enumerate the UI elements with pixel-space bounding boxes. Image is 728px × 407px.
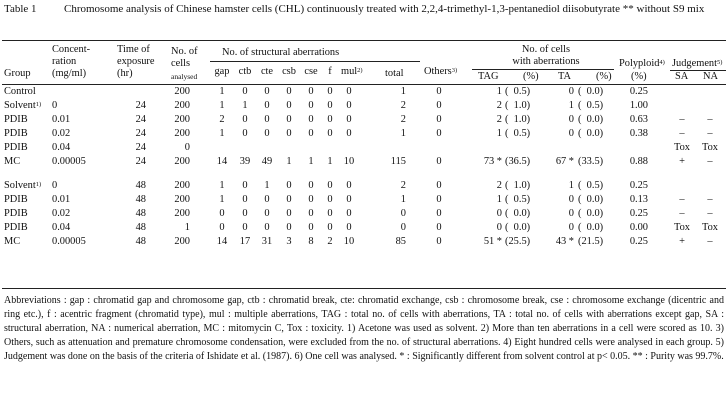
cell-poly: 0.00 <box>629 222 648 233</box>
cell-csb: 0 <box>286 100 292 111</box>
cell-mul: 0 <box>346 86 352 97</box>
cell-cte: 1 <box>264 180 270 191</box>
cell-conc: 0 <box>52 180 58 191</box>
header-no-3: analysed <box>171 72 198 81</box>
cell-tag: 51 * <box>483 236 502 247</box>
cell-group-text: PDIB <box>4 128 28 139</box>
cell-cse: 0 <box>308 194 314 205</box>
cell-csb: 0 <box>286 180 292 191</box>
cell-mul: 0 <box>346 100 352 111</box>
cell-tagp: ( 0.5) <box>505 194 531 205</box>
header-ctb: ctb <box>238 66 252 77</box>
cell-csb: 0 <box>286 194 292 205</box>
cell-tag: 0 <box>496 208 502 219</box>
cell-conc: 0.01 <box>52 114 71 125</box>
table-number: Table 1 <box>4 3 37 15</box>
table-title: Chromosome analysis of Chinese hamster cells (CHL) continuously treated with 2,2,4-trimethyl-1,3-pentanediol diisobutyrate ** without S9 mix <box>64 3 705 15</box>
cell-n: 200 <box>174 208 190 219</box>
cell-others: 0 <box>436 100 442 111</box>
cell-others: 0 <box>436 156 442 167</box>
cell-total: 2 <box>400 100 406 111</box>
cell-n: 200 <box>174 114 190 125</box>
cell-ctb: 1 <box>242 100 248 111</box>
header-cells-rule <box>472 69 614 70</box>
cell-sa: – <box>679 208 685 219</box>
cell-time: 24 <box>135 128 146 139</box>
cell-gap: 1 <box>219 86 225 97</box>
cell-tap: (33.5) <box>578 156 604 167</box>
cell-conc: 0.04 <box>52 142 71 153</box>
cell-tag: 2 <box>496 180 502 191</box>
cell-group-text: PDIB <box>4 222 28 233</box>
cell-tap: ( 0.0) <box>578 86 604 97</box>
cell-tap: ( 0.0) <box>578 222 604 233</box>
header-structural-rule <box>210 61 420 62</box>
cell-poly: 0.88 <box>629 156 648 167</box>
cell-poly: 0.63 <box>629 114 648 125</box>
cell-ta: 0 <box>568 86 574 97</box>
cell-na: Tox <box>701 222 718 233</box>
header-time-1: Time of <box>117 44 150 55</box>
cell-n: 200 <box>174 86 190 97</box>
cell-mul: 0 <box>346 222 352 233</box>
cell-tagp: ( 0.5) <box>505 86 531 97</box>
cell-tap: ( 0.0) <box>578 208 604 219</box>
cell-ta: 0 <box>568 128 574 139</box>
cell-tag: 2 <box>496 114 502 125</box>
cell-group <box>4 236 20 248</box>
cell-ta: 67 * <box>555 156 574 167</box>
cell-total: 1 <box>400 128 406 139</box>
cell-mul: 0 <box>346 128 352 139</box>
cell-others: 0 <box>436 236 442 247</box>
cell-tag: 0 <box>496 222 502 233</box>
cell-poly: 0.25 <box>629 86 648 97</box>
cell-group-text: Control <box>4 86 36 97</box>
cell-time: 48 <box>135 236 146 247</box>
cell-tagp: (36.5) <box>505 156 531 167</box>
cell-cte: 0 <box>264 100 270 111</box>
cell-total: 0 <box>400 222 406 233</box>
cell-cte: 31 <box>261 236 273 247</box>
cell-cse: 0 <box>308 128 314 139</box>
header-conc-1: Concent- <box>52 44 91 55</box>
cell-f: 0 <box>327 180 333 191</box>
cell-ta: 0 <box>568 208 574 219</box>
header-csb: csb <box>282 66 296 77</box>
cell-group <box>4 114 28 126</box>
top-rule <box>2 40 726 41</box>
cell-csb: 1 <box>286 156 292 167</box>
header-group: Group <box>4 68 31 79</box>
cell-na: – <box>707 236 713 247</box>
cell-tap: ( 0.5) <box>578 180 604 191</box>
cell-cte: 0 <box>264 208 270 219</box>
header-na: NA <box>703 71 719 82</box>
cell-cse: 0 <box>308 86 314 97</box>
cell-poly: 0.25 <box>629 236 648 247</box>
cell-total: 2 <box>400 114 406 125</box>
cell-gap: 14 <box>216 236 228 247</box>
cell-poly: 0.38 <box>629 128 648 139</box>
cell-time: 48 <box>135 194 146 205</box>
cell-ta: 0 <box>568 114 574 125</box>
cell-group <box>4 100 41 112</box>
cell-conc: 0 <box>52 100 58 111</box>
cell-na: – <box>707 156 713 167</box>
cell-na: – <box>707 128 713 139</box>
cell-mul: 0 <box>346 208 352 219</box>
cell-group-footnote-ref: 1) <box>35 101 42 108</box>
cell-mul: 0 <box>346 194 352 205</box>
cell-others: 0 <box>436 128 442 139</box>
footnote: Abbreviations : gap : chromatid gap and chromosome gap, ctb : chromatid break, cte: chromatid exchange, csb : chromosome break, cse : chromosome exchange (dicentric and ring etc.), f : acentric fragment (chromatid type), mul : multiple aberrations, TAG : total no. of cells with aberrations, TA : total no. of cells with aberrations except gap, SA : structural aberration, NA : numerical aberration, MC : mitomycin C, Tox : toxicity. 1) Acetone was used as solvent. 2) More than ten aberrations in a cell were scored as 10. 3) Others, such as attenuation and premature chromosome condensation, were excluded from the no. of structural aberrations. 4) Eight hundred cells were analysed in each group. 5) Judgement was done on the basis of the criteria of Ishidate et al. (1987). 6) One cell was analysed. * : Significantly different from solvent control at p< 0.05. ** : Purity was 99.7%. <box>4 295 724 362</box>
header-judgement: Judgement$^{5)}$ <box>672 58 723 69</box>
cell-poly: 0.25 <box>629 208 648 219</box>
cell-sa: – <box>679 194 685 205</box>
cell-mul: 0 <box>346 114 352 125</box>
cell-others: 0 <box>436 208 442 219</box>
cell-time: 48 <box>135 208 146 219</box>
cell-conc: 0.00005 <box>52 156 86 167</box>
header-time-3: (hr) <box>117 68 133 79</box>
cell-group <box>4 142 28 154</box>
cell-f: 0 <box>327 222 333 233</box>
cell-cse: 1 <box>308 156 314 167</box>
header-structural: No. of structural aberrations <box>222 47 340 58</box>
cell-n: 200 <box>174 194 190 205</box>
cell-na: – <box>707 208 713 219</box>
cell-group <box>4 180 41 192</box>
cell-ctb: 0 <box>242 222 248 233</box>
cell-na: – <box>707 194 713 205</box>
cell-n: 0 <box>184 142 190 153</box>
bottom-rule <box>2 288 726 289</box>
header-total: total <box>385 68 404 79</box>
cell-conc: 0.02 <box>52 128 71 139</box>
cell-total: 85 <box>395 236 406 247</box>
cell-group-text: PDIB <box>4 194 28 205</box>
cell-others: 0 <box>436 114 442 125</box>
cell-tap: ( 0.5) <box>578 100 604 111</box>
cell-tag: 2 <box>496 100 502 111</box>
cell-ctb: 0 <box>242 208 248 219</box>
cell-f: 1 <box>327 156 333 167</box>
cell-sa: – <box>679 114 685 125</box>
cell-cte: 49 <box>261 156 273 167</box>
cell-csb: 0 <box>286 128 292 139</box>
cell-cse: 0 <box>308 222 314 233</box>
cell-group <box>4 156 20 168</box>
cell-sa: Tox <box>673 142 690 153</box>
cell-f: 0 <box>327 114 333 125</box>
header-tag-pct: (%) <box>523 71 539 82</box>
cell-tagp: ( 0.0) <box>505 222 531 233</box>
cell-ctb: 0 <box>242 86 248 97</box>
cell-tag: 1 <box>496 194 502 205</box>
cell-group-text: Solvent <box>4 100 36 111</box>
cell-mul: 0 <box>346 180 352 191</box>
cell-total: 2 <box>400 180 406 191</box>
cell-n: 1 <box>184 222 190 233</box>
cell-time: 24 <box>135 114 146 125</box>
cell-cte: 0 <box>264 194 270 205</box>
cell-ta: 0 <box>568 222 574 233</box>
cell-others: 0 <box>436 194 442 205</box>
cell-tag: 1 <box>496 128 502 139</box>
header-sa: SA <box>675 71 689 82</box>
cell-tag: 1 <box>496 86 502 97</box>
cell-gap: 1 <box>219 128 225 139</box>
cell-group-text: MC <box>4 156 21 167</box>
header-time-2: exposure <box>117 56 155 67</box>
cell-f: 0 <box>327 128 333 139</box>
cell-n: 200 <box>174 100 190 111</box>
header-f: f <box>328 66 332 77</box>
cell-na: Tox <box>701 142 718 153</box>
cell-time: 24 <box>135 156 146 167</box>
cell-ta: 1 <box>568 180 574 191</box>
cell-csb: 0 <box>286 86 292 97</box>
cell-group <box>4 128 28 140</box>
cell-tap: ( 0.0) <box>578 194 604 205</box>
cell-gap: 0 <box>219 222 225 233</box>
cell-tap: ( 0.0) <box>578 114 604 125</box>
header-polyploid: Polyploid$^{4)}$ <box>619 58 665 69</box>
cell-cse: 0 <box>308 100 314 111</box>
cell-conc: 0.04 <box>52 222 71 233</box>
cell-cte: 0 <box>264 114 270 125</box>
cell-n: 200 <box>174 128 190 139</box>
cell-cse: 8 <box>308 236 314 247</box>
cell-tagp: ( 0.0) <box>505 208 531 219</box>
header-cse: cse <box>304 66 318 77</box>
cell-tagp: ( 1.0) <box>505 100 531 111</box>
header-rule <box>2 84 726 85</box>
cell-ctb: 0 <box>242 194 248 205</box>
cell-others: 0 <box>436 86 442 97</box>
cell-group <box>4 194 28 206</box>
cell-tap: ( 0.0) <box>578 128 604 139</box>
cell-poly: 0.25 <box>629 180 648 191</box>
cell-csb: 0 <box>286 208 292 219</box>
cell-cse: 0 <box>308 208 314 219</box>
header-cells-2: with aberrations <box>512 56 580 67</box>
cell-conc: 0.02 <box>52 208 71 219</box>
cell-sa: + <box>679 156 685 167</box>
cell-gap: 1 <box>219 100 225 111</box>
cell-tag: 73 * <box>483 156 502 167</box>
cell-csb: 3 <box>286 236 292 247</box>
cell-ctb: 39 <box>239 156 251 167</box>
cell-tagp: (25.5) <box>505 236 531 247</box>
cell-ctb: 0 <box>242 114 248 125</box>
cell-tagp: ( 1.0) <box>505 114 531 125</box>
cell-n: 200 <box>174 180 190 191</box>
cell-cte: 0 <box>264 128 270 139</box>
cell-sa: – <box>679 128 685 139</box>
cell-csb: 0 <box>286 114 292 125</box>
cell-time: 24 <box>135 100 146 111</box>
cell-group <box>4 208 28 220</box>
cell-gap: 0 <box>219 208 225 219</box>
cell-conc: 0.01 <box>52 194 71 205</box>
header-others: Others$^{3)}$ <box>424 66 458 77</box>
cell-ta: 43 * <box>555 236 574 247</box>
cell-ta: 0 <box>568 194 574 205</box>
cell-group-text: PDIB <box>4 142 28 153</box>
cell-cse: 0 <box>308 180 314 191</box>
cell-csb: 0 <box>286 222 292 233</box>
cell-f: 0 <box>327 86 333 97</box>
cell-group-text: Solvent <box>4 180 36 191</box>
cell-time: 48 <box>135 222 146 233</box>
header-conc-2: ration <box>52 56 77 67</box>
cell-others: 0 <box>436 222 442 233</box>
cell-total: 1 <box>400 194 406 205</box>
cell-mul: 10 <box>343 156 355 167</box>
cell-group <box>4 86 36 98</box>
cell-cte: 0 <box>264 222 270 233</box>
header-ta: TA <box>558 71 572 82</box>
cell-group-footnote-ref: 1) <box>35 181 42 188</box>
cell-na: – <box>707 114 713 125</box>
cell-cse: 0 <box>308 114 314 125</box>
cell-gap: 2 <box>219 114 225 125</box>
header-no-2: cells <box>171 58 191 69</box>
cell-f: 0 <box>327 100 333 111</box>
cell-time: 24 <box>135 142 146 153</box>
cell-ctb: 0 <box>242 180 248 191</box>
cell-total: 1 <box>400 86 406 97</box>
header-gap: gap <box>214 66 230 77</box>
header-polyploid-pct: (%) <box>631 71 647 82</box>
cell-conc: 0.00005 <box>52 236 86 247</box>
header-no-1: No. of <box>171 46 198 57</box>
cell-time: 48 <box>135 180 146 191</box>
header-cells-1: No. of cells <box>521 44 571 55</box>
cell-tagp: ( 1.0) <box>505 180 531 191</box>
cell-f: 2 <box>327 236 333 247</box>
cell-sa: Tox <box>673 222 690 233</box>
header-mul: mul$^{2)}$ <box>341 66 363 77</box>
cell-n: 200 <box>174 156 190 167</box>
cell-tap: (21.5) <box>578 236 604 247</box>
cell-group-text: PDIB <box>4 114 28 125</box>
cell-gap: 1 <box>219 180 225 191</box>
cell-cte: 0 <box>264 86 270 97</box>
cell-group-text: MC <box>4 236 21 247</box>
cell-n: 200 <box>174 236 190 247</box>
cell-poly: 0.13 <box>629 194 648 205</box>
cell-group <box>4 222 28 234</box>
cell-ta: 1 <box>568 100 574 111</box>
cell-total: 0 <box>400 208 406 219</box>
cell-tagp: ( 0.5) <box>505 128 531 139</box>
cell-gap: 14 <box>216 156 228 167</box>
header-cte: cte <box>260 66 274 77</box>
cell-ctb: 17 <box>239 236 251 247</box>
cell-group-text: PDIB <box>4 208 28 219</box>
cell-mul: 10 <box>343 236 355 247</box>
cell-total: 115 <box>390 156 406 167</box>
cell-f: 0 <box>327 208 333 219</box>
cell-f: 0 <box>327 194 333 205</box>
header-tag: TAG <box>478 71 499 82</box>
cell-sa: + <box>679 236 685 247</box>
cell-others: 0 <box>436 180 442 191</box>
header-ta-pct: (%) <box>596 71 612 82</box>
header-conc-3: (mg/ml) <box>52 68 87 79</box>
cell-poly: 1.00 <box>629 100 648 111</box>
cell-gap: 1 <box>219 194 225 205</box>
cell-ctb: 0 <box>242 128 248 139</box>
